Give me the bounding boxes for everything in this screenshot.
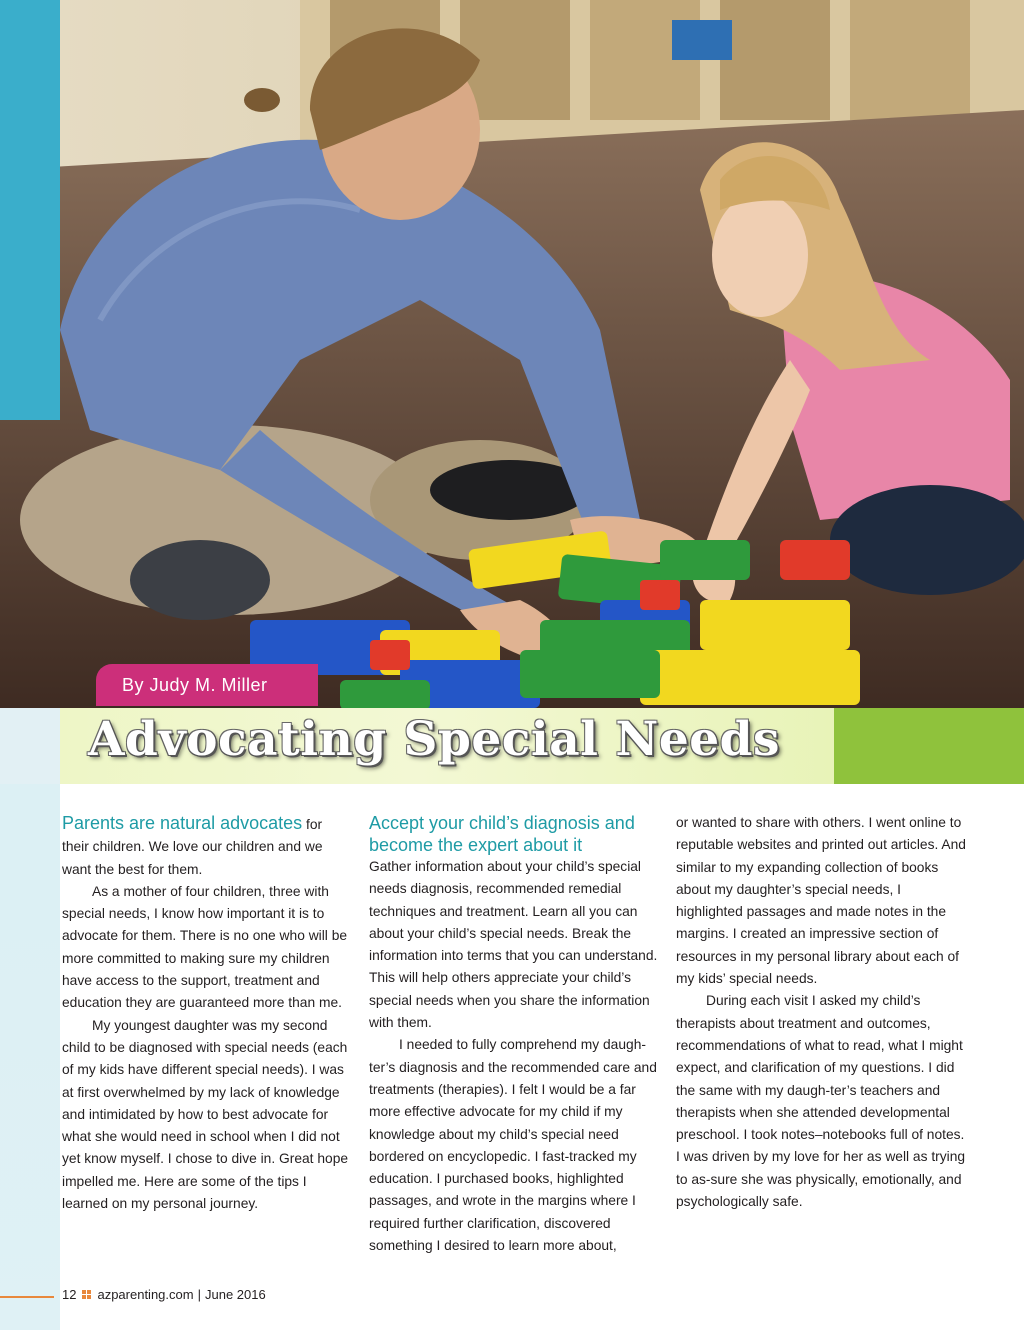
paragraph: or wanted to share with others. I went online to reputable websites and printed out articles. And similar to my expanding collection of books about my daughter’s special needs, I highlighted passages and made notes in the margins. I created an impressive section of resources in my personal library about each of my kids’ special needs. bbox=[676, 815, 966, 987]
article-title: Advocating Special Needs bbox=[88, 712, 780, 767]
grid-logo-icon bbox=[82, 1290, 91, 1299]
lead-in: Parents are natural advocates bbox=[62, 813, 303, 833]
column-2 bbox=[369, 812, 661, 1257]
footer-separator: | bbox=[197, 1287, 201, 1302]
page-footer bbox=[62, 1287, 266, 1302]
column-3 bbox=[676, 812, 968, 1213]
title-band-accent bbox=[834, 708, 1024, 784]
footer-issue: June 2016 bbox=[204, 1287, 266, 1302]
footer-rule bbox=[0, 1296, 54, 1298]
title-band-stripe bbox=[0, 708, 60, 784]
paragraph: My youngest daughter was my second child to be diagnosed with special needs (each of my kids have different special needs). I was at first overwhelmed by my lack of knowledge and intimidated by how to best advocate for what she would need in school when I did not yet know myself. I chose to dive in. Great hope impelled me. Here are some of the tips I learned on my personal journey. bbox=[62, 1017, 349, 1212]
paragraph: I needed to fully comprehend my daugh-ter’s diagnosis and the recommended care and treatments (therapies). I felt I would be a far more effective advocate for my child if my knowledge about my child’s special need bordered on encyclopedic. I fast-tracked my education. I purchased books, highlighted passages, and wrote in the margins where I required further clarification, discovered something I desired to learn more about, bbox=[369, 1037, 657, 1254]
paragraph: During each visit I asked my child’s therapists about treatment and outcomes, recommendations of what to read, what I might expect, and clarification of my questions. I did the same with my daugh-ter’s teachers and therapists when she attended developmental preschool. I took notes–notebooks full of notes. I was driven by my love for her as well as trying to as-sure she was physically, emotionally, and psychologically safe. bbox=[676, 993, 966, 1210]
intro-paragraph bbox=[62, 812, 352, 881]
section-heading: Accept your child’s diagnosis and become the expert about it bbox=[369, 813, 635, 855]
byline: By Judy M. Miller bbox=[96, 664, 318, 706]
intro-text: for their children. We love our children and we want the best for them. bbox=[62, 817, 323, 877]
footer-site: azparenting.com bbox=[97, 1287, 194, 1302]
paragraph: As a mother of four children, three with special needs, I know how important it is to advocate for them. There is no one who will be more committed to making sure my children have access to the support, treatment and education they are guaranteed more than me. bbox=[62, 883, 348, 1011]
paragraph: Gather information about your child’s special needs diagnosis, recommended remedial techniques and treatment. Learn all you can about your child’s special needs. Break the information into terms that you can understand. This will help others appreciate your child’s special needs when you share the information with them. bbox=[369, 859, 658, 1031]
page-number: 12 bbox=[62, 1287, 77, 1302]
column-1 bbox=[62, 812, 352, 1215]
